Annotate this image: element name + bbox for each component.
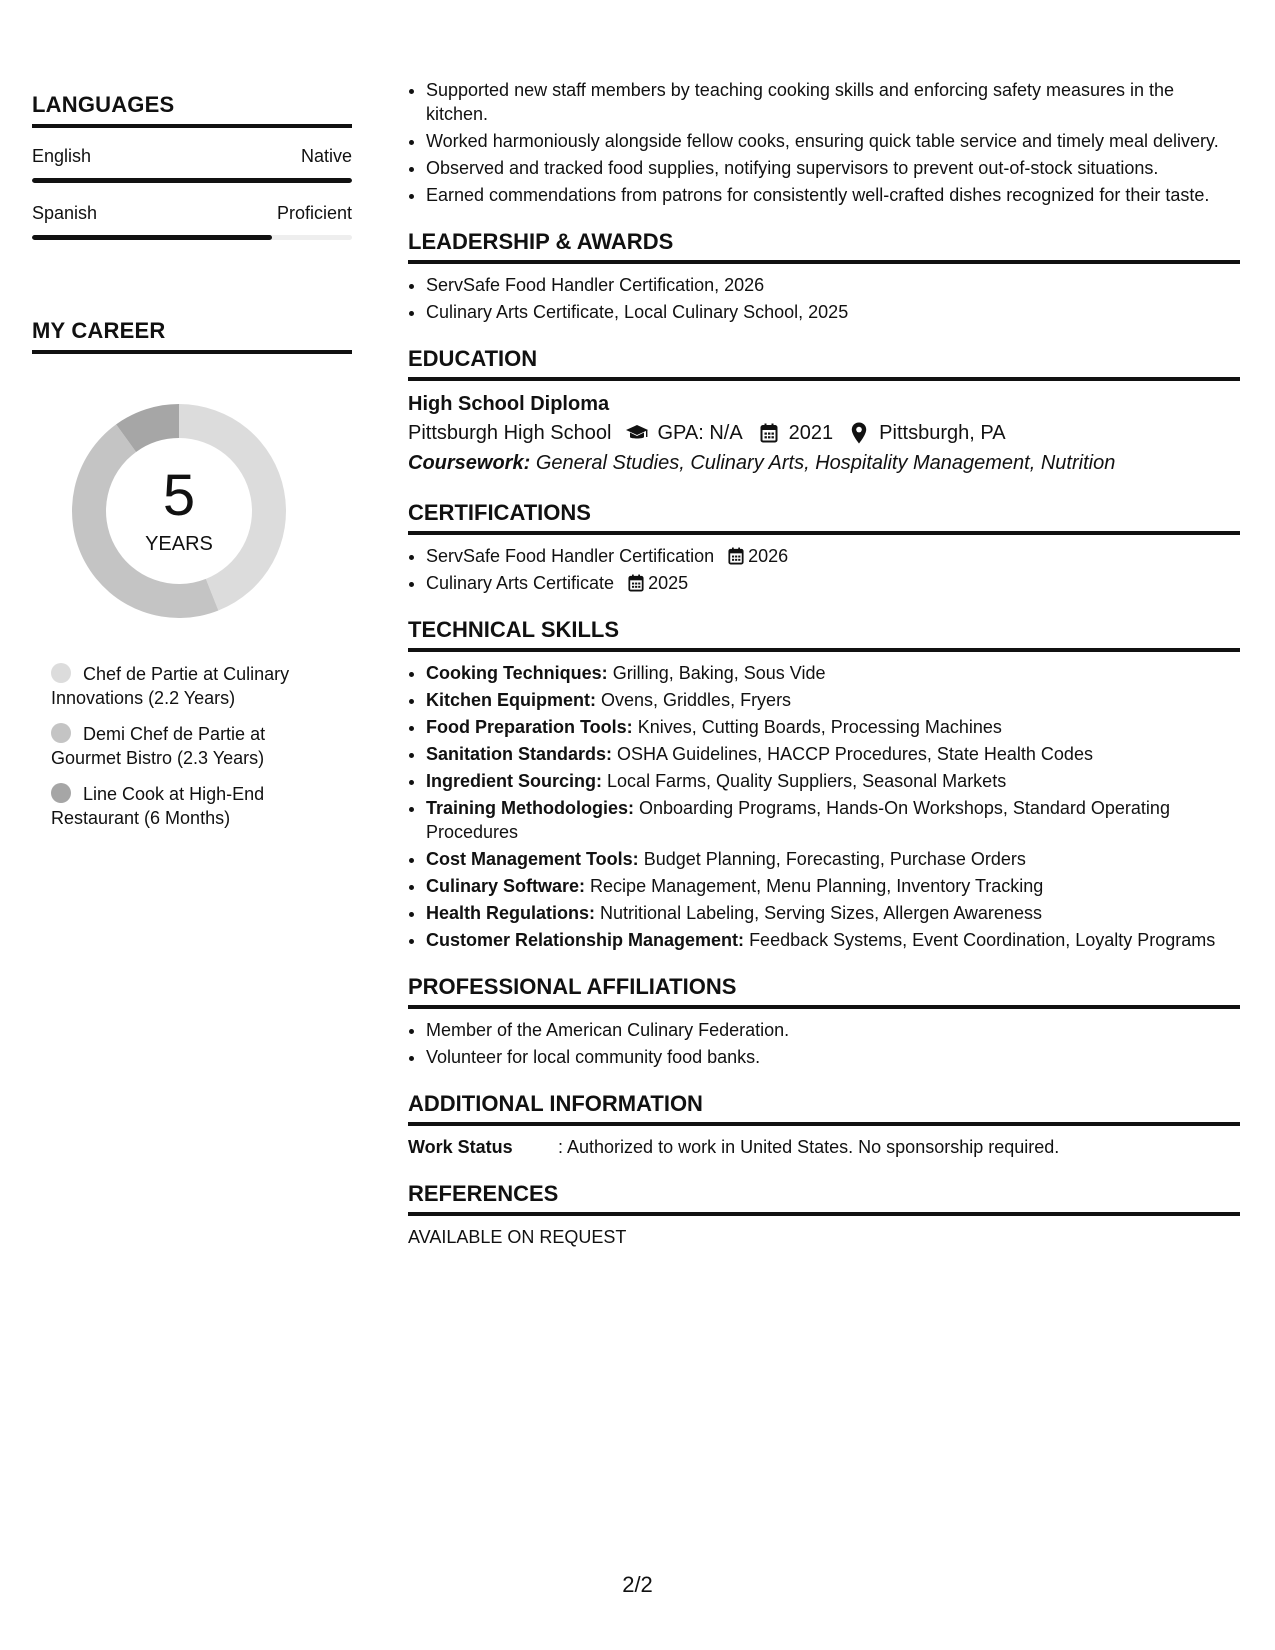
skill-key: Ingredient Sourcing: [426, 771, 603, 791]
legend-label: Demi Chef de Partie at Gourmet Bistro (2.3 Years) [51, 724, 266, 768]
references-text: AVAILABLE ON REQUEST [408, 1227, 627, 1247]
main-content [408, 78, 1240, 1249]
career-heading: MY CAREER [32, 318, 352, 354]
list-item [426, 544, 1240, 568]
awards-heading: LEADERSHIP & AWARDS [408, 229, 1240, 264]
skill-key: Food Preparation Tools: [426, 717, 633, 737]
skill-item [426, 661, 1240, 685]
career-legend [51, 662, 321, 830]
list-item: • Volunteer for local community food banks. [426, 1045, 1240, 1069]
certification-name: • Culinary Arts Certificate [426, 573, 615, 593]
education-heading: EDUCATION [408, 346, 1240, 381]
skill-item [426, 742, 1240, 766]
sidebar [32, 92, 352, 842]
career-legend-item [51, 722, 321, 770]
coursework-label: Coursework: [408, 452, 531, 474]
skill-key: Kitchen Equipment: [426, 690, 596, 710]
certification-name: • ServSafe Food Handler Certification [426, 546, 715, 566]
list-item: • Worked harmoniously alongside fellow cooks, ensuring quick table service and timely meal delivery. [426, 129, 1240, 153]
skill-item [426, 715, 1240, 739]
coursework-value: General Studies, Culinary Arts, Hospitality Management, Nutrition [535, 452, 1116, 474]
additional-info-heading: ADDITIONAL INFORMATION [408, 1091, 1240, 1126]
skill-key: Health Regulations: [426, 903, 596, 923]
skills-heading: TECHNICAL SKILLS [408, 617, 1240, 652]
legend-dot [51, 663, 71, 683]
calendar-icon [626, 573, 646, 593]
list-item: • Earned commendations from patrons for consistently well-crafted dishes recognized for their taste. [426, 183, 1240, 207]
language-proficiency-bar [32, 235, 352, 240]
skill-value: Grilling, Baking, Sous Vide [612, 663, 826, 683]
location-pin-icon [847, 421, 871, 445]
education-details [408, 418, 1240, 448]
affiliations-heading: PROFESSIONAL AFFILIATIONS [408, 974, 1240, 1009]
languages-heading: LANGUAGES [32, 92, 352, 128]
skill-item [426, 928, 1240, 952]
language-level: Native [300, 146, 352, 166]
career-donut-chart [64, 396, 294, 626]
skill-value: Knives, Cutting Boards, Processing Machines [637, 717, 1002, 737]
language-proficiency-fill [32, 235, 272, 240]
calendar-icon [757, 421, 781, 445]
skill-key: Customer Relationship Management: [426, 930, 745, 950]
skill-item [426, 688, 1240, 712]
skill-item [426, 901, 1240, 925]
skill-key: Cooking Techniques: [426, 663, 608, 683]
career-legend-item [51, 662, 321, 710]
work-status-key: Work Status [408, 1137, 513, 1157]
education-school: Pittsburgh High School [408, 422, 612, 444]
affiliations-list [408, 1018, 1240, 1069]
certifications-heading: CERTIFICATIONS [408, 500, 1240, 535]
language-proficiency-bar [32, 178, 352, 183]
skill-item [426, 847, 1240, 871]
skill-value: Budget Planning, Forecasting, Purchase Orders [643, 849, 1026, 869]
awards-list [408, 273, 1240, 324]
page-number: 2/2 [622, 1572, 653, 1597]
career-total-unit: YEARS [145, 532, 213, 555]
language-spanish [32, 203, 352, 240]
career-donut-center [64, 396, 294, 626]
skill-value: Nutritional Labeling, Serving Sizes, Allergen Awareness [600, 903, 1042, 923]
education-location: Pittsburgh, PA [879, 422, 1006, 444]
skill-item [426, 796, 1240, 844]
language-proficiency-fill [32, 178, 352, 183]
skill-value: OSHA Guidelines, HACCP Procedures, State Health Codes [617, 744, 1093, 764]
education-gpa: GPA: N/A [657, 422, 743, 444]
list-item: • Culinary Arts Certificate, Local Culinary School, 2025 [426, 300, 1240, 324]
skill-item [426, 769, 1240, 793]
language-english [32, 146, 352, 183]
list-item: • Member of the American Culinary Federation. [426, 1018, 1240, 1042]
certification-year: 2026 [748, 546, 789, 566]
work-status-row [408, 1135, 1240, 1159]
list-item: • Observed and tracked food supplies, notifying supervisors to prevent out-of-stock situations. [426, 156, 1240, 180]
career-legend-item [51, 782, 321, 830]
skill-value: Feedback Systems, Event Coordination, Loyalty Programs [749, 930, 1216, 950]
graduation-cap-icon [625, 421, 649, 445]
skill-key: Sanitation Standards: [426, 744, 613, 764]
skill-item [426, 874, 1240, 898]
certification-year: 2025 [648, 573, 689, 593]
education-degree: High School Diploma [408, 393, 610, 415]
career-total-years: 5 [162, 462, 196, 528]
skill-key: Culinary Software: [426, 876, 586, 896]
skill-value: Onboarding Programs, Hands-On Workshops, Standard Operating Procedures [426, 798, 1170, 842]
language-name: English [32, 146, 92, 166]
certifications-list [408, 544, 1240, 595]
experience-bullets [408, 78, 1240, 207]
language-level: Proficient [276, 203, 352, 223]
language-name: Spanish [32, 203, 98, 223]
skill-value: Recipe Management, Menu Planning, Inventory Tracking [590, 876, 1044, 896]
legend-dot [51, 723, 71, 743]
legend-label: Line Cook at High-End Restaurant (6 Months) [51, 784, 265, 828]
skill-key: Training Methodologies: [426, 798, 634, 818]
list-item: • ServSafe Food Handler Certification, 2026 [426, 273, 1240, 297]
references-heading: REFERENCES [408, 1181, 1240, 1216]
list-item: • Supported new staff members by teaching cooking skills and enforcing safety measures in the kitchen. [426, 78, 1240, 126]
skill-value: Local Farms, Quality Suppliers, Seasonal Markets [607, 771, 1007, 791]
legend-label: Chef de Partie at Culinary Innovations (2.2 Years) [51, 664, 290, 708]
education-coursework [408, 448, 1240, 478]
legend-dot [51, 783, 71, 803]
calendar-icon [726, 546, 746, 566]
list-item [426, 571, 1240, 595]
work-status-value: : Authorized to work in United States. No sponsorship required. [558, 1137, 1060, 1157]
skills-list [408, 661, 1240, 952]
skill-value: Ovens, Griddles, Fryers [601, 690, 792, 710]
skill-key: Cost Management Tools: [426, 849, 639, 869]
education-year: 2021 [788, 422, 834, 444]
